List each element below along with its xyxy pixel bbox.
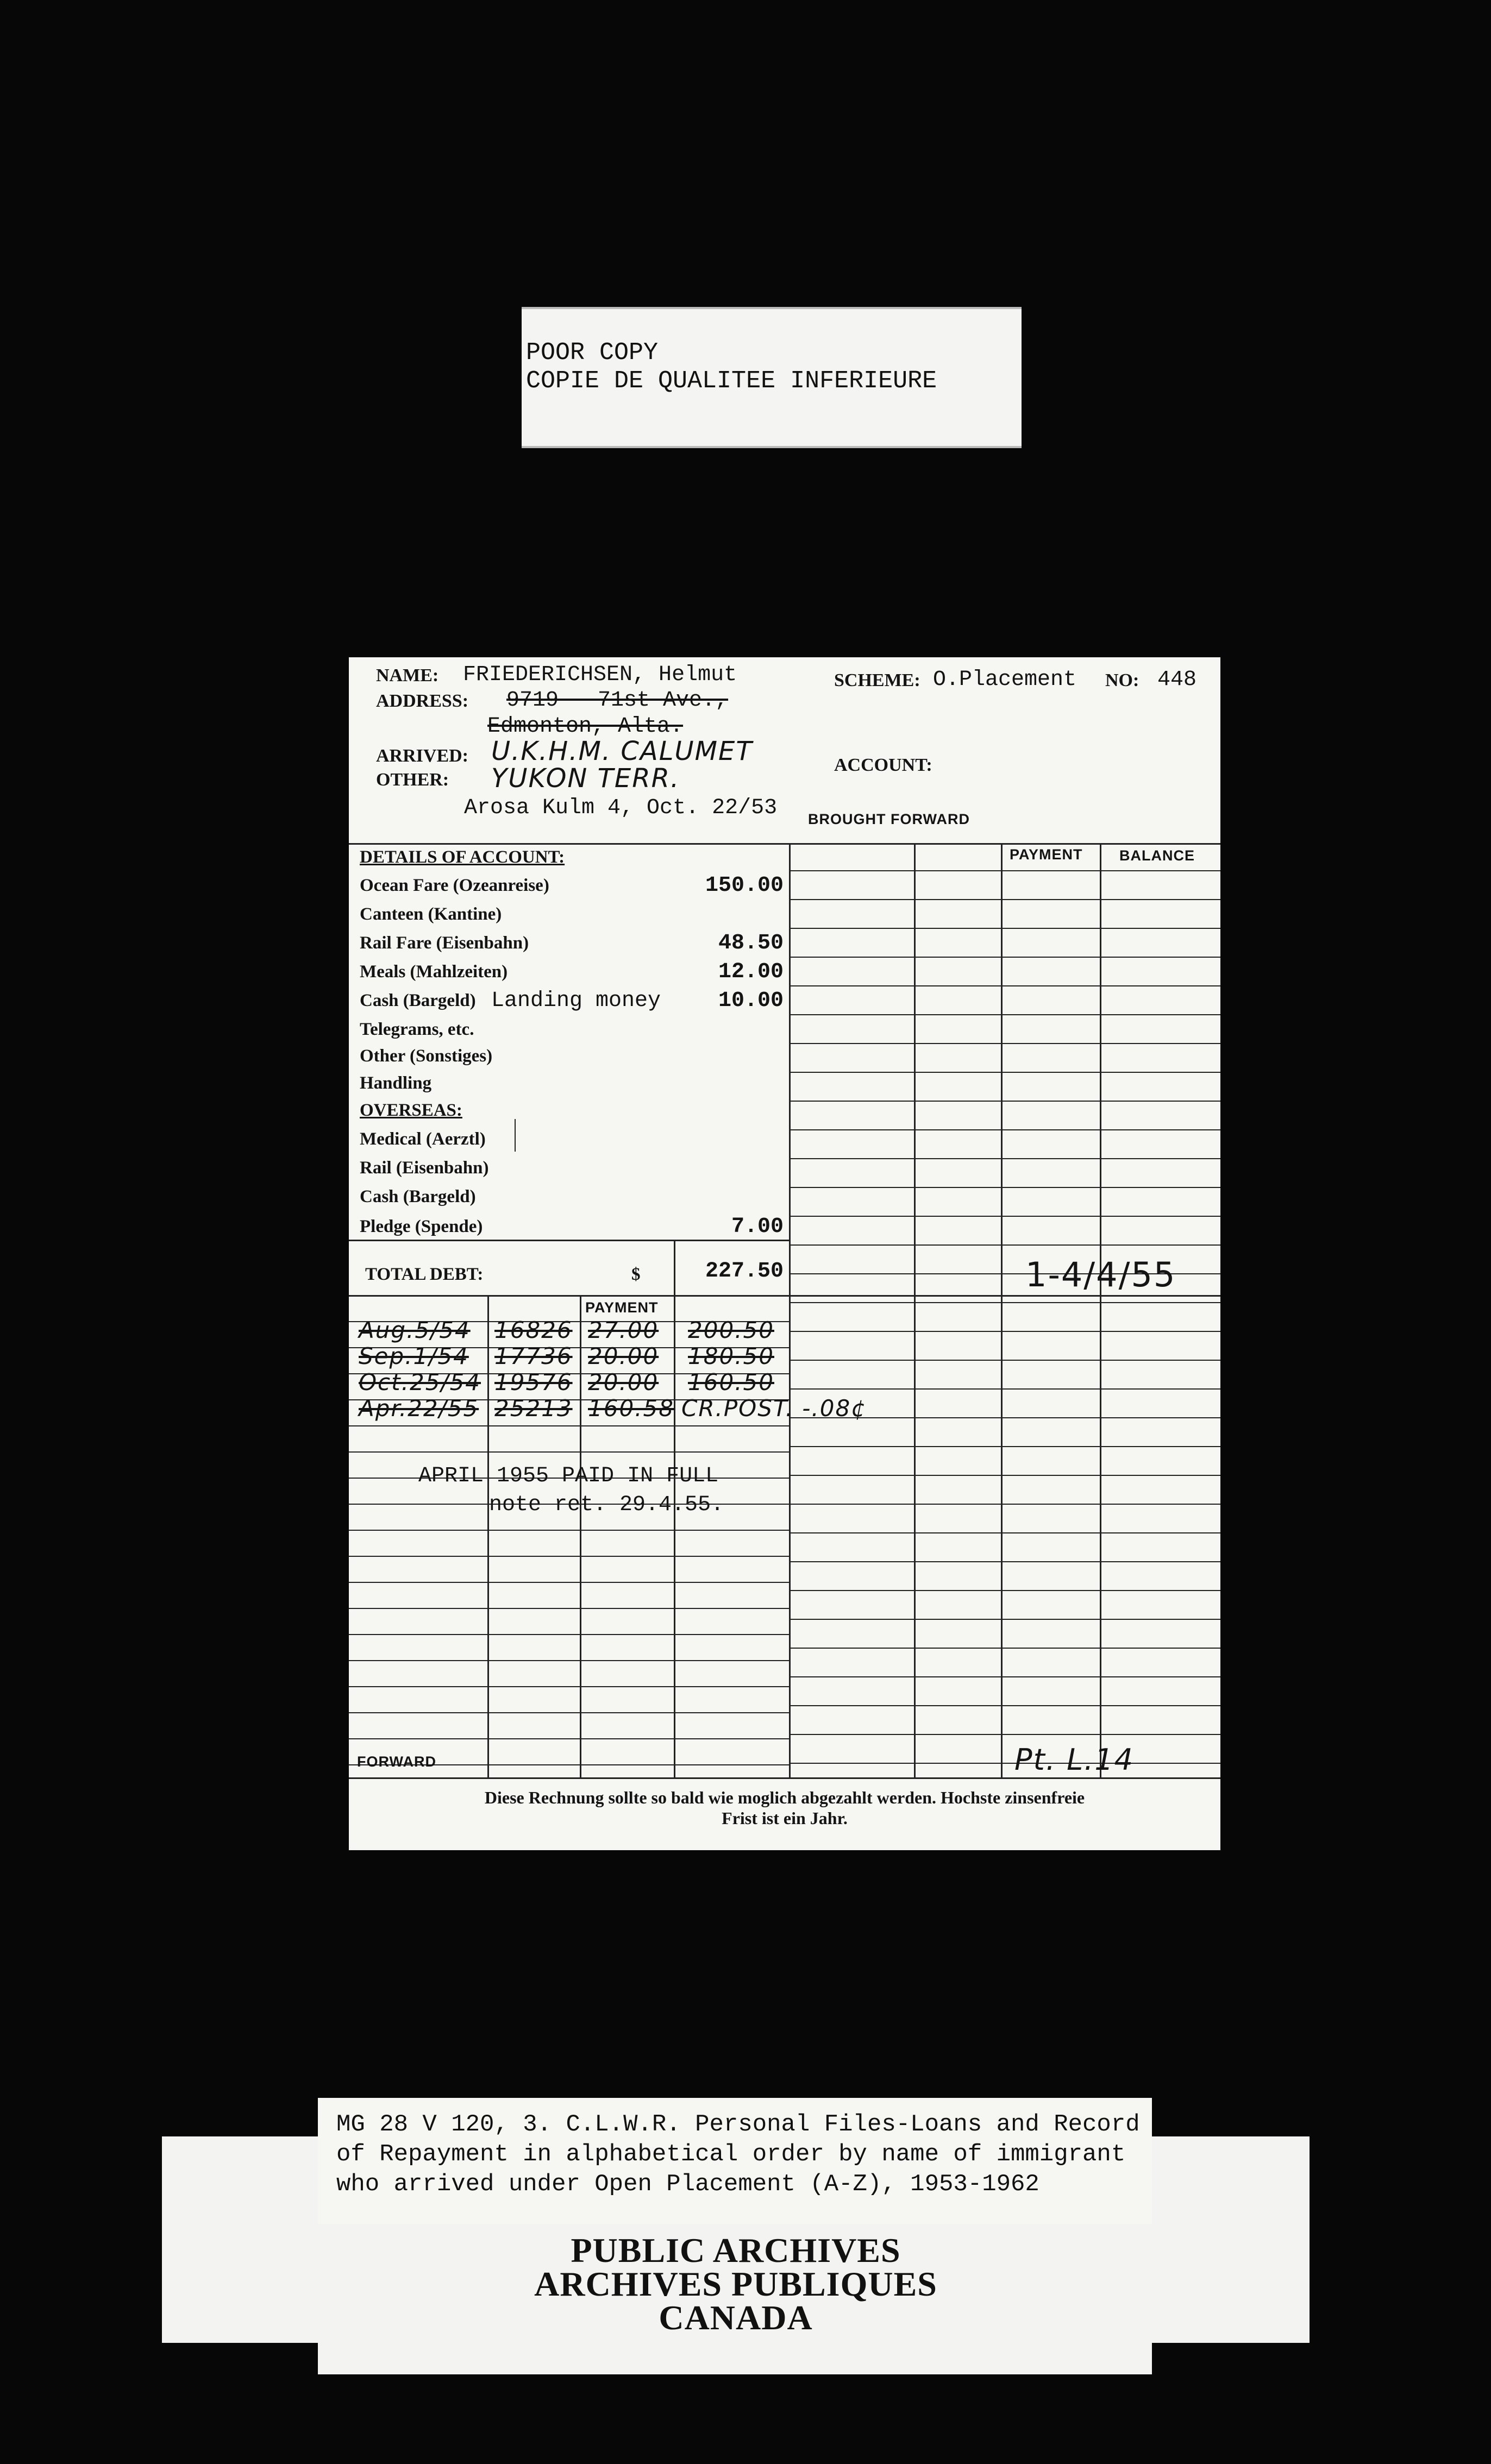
ledger-line (349, 1556, 789, 1557)
poor-copy-line1: POOR COPY (526, 339, 659, 367)
ledger-line (789, 1244, 1220, 1246)
note-returned-line: note ret. 29.4.55. (489, 1493, 724, 1517)
ledger-line (789, 899, 1220, 900)
detail-amount: 12.00 (718, 960, 784, 984)
ledger-line (349, 1738, 789, 1739)
ledger-line (789, 1331, 1220, 1332)
detail-note: Landing money (491, 989, 661, 1013)
detail-amount: 10.00 (718, 989, 784, 1013)
other-value: YUKON TERR. (491, 763, 680, 794)
details-title: DETAILS OF ACCOUNT: (360, 847, 565, 867)
footer-line2: Frist ist ein Jahr. (722, 1808, 848, 1828)
payment-date: Sep.1/54 (359, 1343, 469, 1369)
ledger-line (349, 1530, 789, 1531)
ledger-line (789, 1072, 1220, 1073)
payment-balance: 180.50 (688, 1343, 774, 1369)
payment-receipt: 16826 (494, 1317, 573, 1343)
grid-top-line (349, 843, 1220, 845)
forward-label: FORWARD (357, 1753, 436, 1770)
ledger-line (789, 1734, 1220, 1735)
payment-receipt: 19576 (494, 1369, 573, 1396)
ledger-line (789, 1014, 1220, 1015)
payment-balance: 200.50 (688, 1317, 774, 1343)
detail-label: Cash (Bargeld) (360, 991, 476, 1010)
address-line2: Edmonton, Alta. (487, 714, 684, 739)
tick-mark (515, 1119, 516, 1152)
ledger-line (349, 1712, 789, 1713)
archives-stamp (162, 2231, 1310, 2337)
ledger-line (789, 985, 1220, 986)
card-footer (349, 1787, 1220, 1828)
name-value: FRIEDERICHSEN, Helmut (463, 663, 737, 687)
overseas-label: Pledge (Spende) (360, 1217, 483, 1236)
payment-amount: 27.00 (588, 1317, 659, 1343)
grid-col-divider (487, 1295, 489, 1777)
total-debt-label: TOTAL DEBT: (365, 1265, 484, 1284)
detail-label: Rail Fare (Eisenbahn) (360, 933, 529, 953)
arrived-label: ARRIVED: (376, 746, 468, 766)
arrived-value: U.K.H.M. CALUMET (491, 736, 753, 766)
caption-line1: MG 28 V 120, 3. C.L.W.R. Personal Files-Loans and Record (336, 2111, 1140, 2138)
caption-line2: of Repayment in alphabetical order by name of immigrant (336, 2141, 1126, 2168)
detail-label: Other (Sonstiges) (360, 1046, 493, 1066)
footer-line1: Diese Rechnung sollte so bald wie moglich abgezahlt werden. Hochste zinsenfreie (484, 1788, 1085, 1807)
grid-col-divider (789, 843, 791, 1777)
forward-line (349, 1777, 1220, 1779)
ledger-line (789, 1129, 1220, 1130)
detail-label: Telegrams, etc. (360, 1020, 474, 1039)
ledger-line (789, 1532, 1220, 1533)
account-label: ACCOUNT: (834, 755, 932, 775)
ledger-line (789, 1158, 1220, 1159)
account-card (349, 657, 1220, 1850)
address-label: ADDRESS: (376, 691, 469, 711)
overseas-label: Cash (Bargeld) (360, 1187, 476, 1206)
name-label: NAME: (376, 665, 439, 686)
ledger-line (349, 1425, 789, 1426)
ledger-line (349, 1608, 789, 1609)
ledger-line (789, 957, 1220, 958)
detail-amount: 48.50 (718, 931, 784, 956)
side-note: 1-4/4/55 (1025, 1255, 1176, 1294)
ledger-line (349, 1295, 1220, 1297)
ledger-line (789, 1705, 1220, 1706)
overseas-amount: 7.00 (731, 1215, 784, 1239)
ledger-line (789, 1101, 1220, 1102)
address-line1: 9719 - 71st Ave., (506, 688, 729, 713)
grid-col-divider (1100, 843, 1101, 1777)
archives-line3: CANADA (659, 2298, 813, 2337)
ledger-line (349, 1686, 789, 1687)
ledger-line (789, 1648, 1220, 1649)
no-label: NO: (1105, 670, 1139, 690)
paid-in-full-line: APRIL 1955 PAID IN FULL (418, 1464, 719, 1488)
ledger-line (789, 1216, 1220, 1217)
payment-date: Aug.5/54 (359, 1317, 471, 1343)
ledger-line (789, 1187, 1220, 1188)
payment-date: Oct.25/54 (359, 1369, 481, 1396)
total-currency: $ (631, 1265, 641, 1284)
scheme-label: SCHEME: (834, 670, 920, 690)
reference-caption (318, 2098, 1152, 2224)
payment-amount: 20.00 (588, 1343, 659, 1369)
detail-label: Canteen (Kantine) (360, 904, 502, 924)
brought-forward-label: BROUGHT FORWARD (808, 811, 970, 827)
payment-balance: 160.50 (688, 1369, 774, 1396)
poor-copy-line2: COPIE DE QUALITEE INFERIEURE (526, 367, 937, 395)
total-debt-value: 227.50 (705, 1259, 784, 1284)
ledger-line (789, 1475, 1220, 1476)
ledger-line (789, 1446, 1220, 1447)
ledger-line (349, 1451, 789, 1453)
poor-copy-label (522, 307, 1022, 448)
ship-line: Arosa Kulm 4, Oct. 22/53 (464, 796, 778, 820)
detail-label: Meals (Mahlzeiten) (360, 962, 508, 982)
detail-amount: 150.00 (705, 873, 784, 898)
archives-band-lower (318, 2343, 1152, 2374)
payment-balance: CR.POST. -.08¢ (681, 1395, 867, 1422)
grid-col-divider (580, 1295, 581, 1777)
ledger-line (789, 1302, 1220, 1303)
ledger-line (789, 1504, 1220, 1505)
payment-amount: 160.58 (588, 1395, 674, 1422)
grid-col-divider (914, 843, 916, 1777)
other-label: OTHER: (376, 770, 449, 790)
no-value: 448 (1157, 668, 1197, 692)
ledger-line (789, 1561, 1220, 1562)
total-top-line (349, 1240, 789, 1241)
ledger-line (789, 928, 1220, 929)
balance-header: BALANCE (1119, 847, 1195, 864)
overseas-label: Medical (Aerztl) (360, 1129, 486, 1149)
archives-line2: ARCHIVES PUBLIQUES (534, 2265, 937, 2303)
payment-receipt: 17736 (494, 1343, 573, 1369)
ledger-line (349, 1660, 789, 1661)
ledger-line (789, 1619, 1220, 1620)
detail-label: Ocean Fare (Ozeanreise) (360, 876, 549, 895)
ledger-line (789, 1043, 1220, 1044)
payment-sub-header: PAYMENT (585, 1299, 659, 1316)
payment-receipt: 25213 (494, 1395, 573, 1422)
payment-amount: 20.00 (588, 1369, 659, 1396)
grid-col-divider (1001, 843, 1003, 1777)
ledger-line (789, 1388, 1220, 1390)
archives-line1: PUBLIC ARCHIVES (571, 2231, 901, 2270)
ledger-line (349, 1634, 789, 1635)
initials: Pt. L.14 (1014, 1743, 1135, 1777)
ledger-line (789, 1676, 1220, 1677)
ledger-line (789, 1360, 1220, 1361)
caption-line3: who arrived under Open Placement (A-Z), 1953-1962 (336, 2171, 1039, 2198)
ledger-line (789, 870, 1220, 871)
ledger-line (789, 1590, 1220, 1591)
scheme-value: O.Placement (933, 668, 1077, 692)
payment-date: Apr.22/55 (359, 1395, 479, 1422)
payment-header: PAYMENT (1010, 846, 1083, 863)
ledger-line (349, 1582, 789, 1583)
overseas-title: OVERSEAS: (360, 1101, 462, 1120)
detail-label: Handling (360, 1073, 432, 1093)
overseas-label: Rail (Eisenbahn) (360, 1158, 489, 1178)
ledger-line (789, 1763, 1220, 1764)
